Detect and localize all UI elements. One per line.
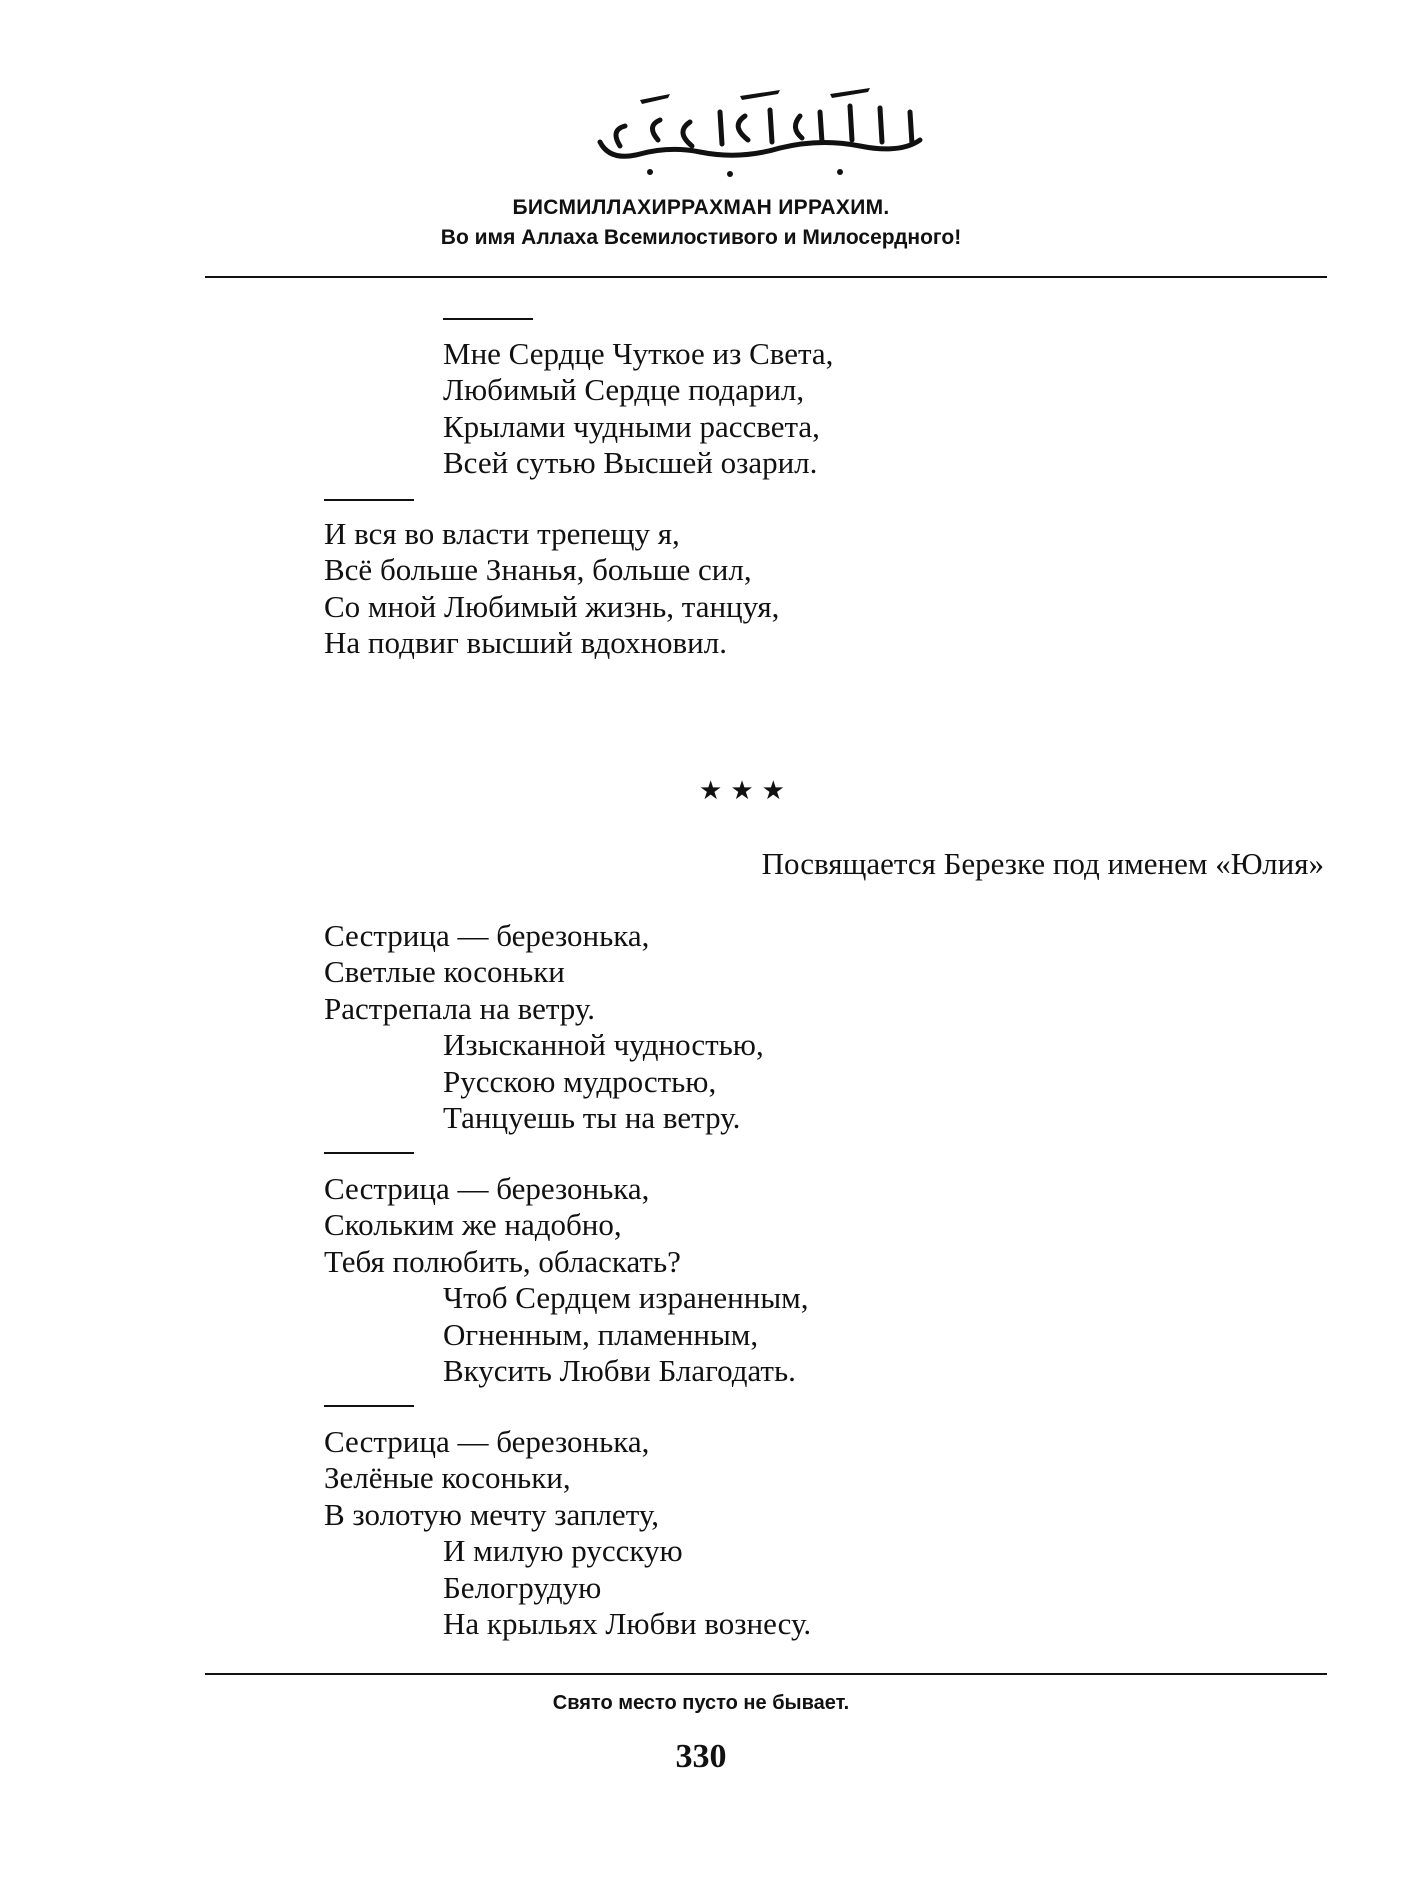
verse-line: Со мной Любимый жизнь, танцуя, — [324, 588, 780, 624]
poem1-stanza2 — [324, 516, 779, 662]
verse-line: И вся во власти трепещу я, — [324, 516, 680, 551]
verse-line: И милую русскую — [443, 1533, 683, 1569]
stanza-dash — [443, 318, 533, 320]
verse-line: Чтоб Сердцем израненным, — [443, 1280, 809, 1316]
poem2-stanza3 — [324, 1424, 811, 1642]
verse-line: Огненным, пламенным, — [443, 1316, 759, 1352]
verse-line: Мне Сердце Чуткое из Света, — [443, 336, 834, 371]
poem-dedication: Посвящается Березке под именем «Юлия» — [761, 846, 1324, 881]
verse-line: Растрепала на ветру. — [324, 990, 596, 1026]
footer-rule — [205, 1673, 1327, 1675]
verse-line: Танцуешь ты на ветру. — [443, 1099, 741, 1135]
verse-line: Вкусить Любви Благодать. — [443, 1352, 796, 1388]
verse-line: На крыльях Любви вознесу. — [443, 1605, 812, 1641]
header-title: БИСМИЛЛАХИРРАХМАН ИРРАХИМ. — [512, 196, 890, 219]
verse-line: В золотую мечту заплету, — [324, 1496, 659, 1532]
verse-line: Светлые косоньки — [324, 954, 565, 990]
stanza-dash — [324, 1152, 414, 1154]
verse-line: Сестрица — березонька, — [324, 1171, 650, 1206]
stanza-dash — [324, 499, 414, 501]
verse-line: Сестрица — березонька, — [324, 1424, 650, 1459]
header-subtitle: Во имя Аллаха Всемилостивого и Милосердного! — [440, 226, 962, 249]
page-number: 330 — [675, 1738, 727, 1775]
bismillah-calligraphy-icon — [580, 82, 940, 182]
poem2-stanza2 — [324, 1171, 809, 1389]
verse-line: На подвиг высший вдохновил. — [324, 625, 727, 661]
verse-line: Скольким же надобно, — [324, 1207, 622, 1243]
verse-line: Любимый Сердце подарил, — [443, 372, 805, 408]
verse-line: Белогрудую — [443, 1569, 602, 1605]
verse-line: Зелёные косоньки, — [324, 1460, 571, 1496]
verse-line: Крылами чудными рассвета, — [443, 408, 820, 444]
stanza-dash — [324, 1405, 414, 1407]
verse-line: Изысканной чудностью, — [443, 1027, 764, 1063]
verse-line: Сестрица — березонька, — [324, 918, 650, 953]
verse-line: Тебя полюбить, обласкать? — [324, 1243, 681, 1279]
verse-line: Всё больше Знанья, больше сил, — [324, 552, 752, 588]
verse-line: Русскою мудростью, — [443, 1063, 717, 1099]
header-rule — [205, 276, 1327, 278]
poem2-stanza1 — [324, 918, 764, 1136]
footer-proverb: Свято место пусто не бывает. — [552, 1692, 850, 1714]
section-separator-stars: ★★★ — [699, 776, 793, 806]
verse-line: Всей сутью Высшей озарил. — [443, 445, 818, 481]
poem1-stanza1 — [443, 336, 833, 482]
